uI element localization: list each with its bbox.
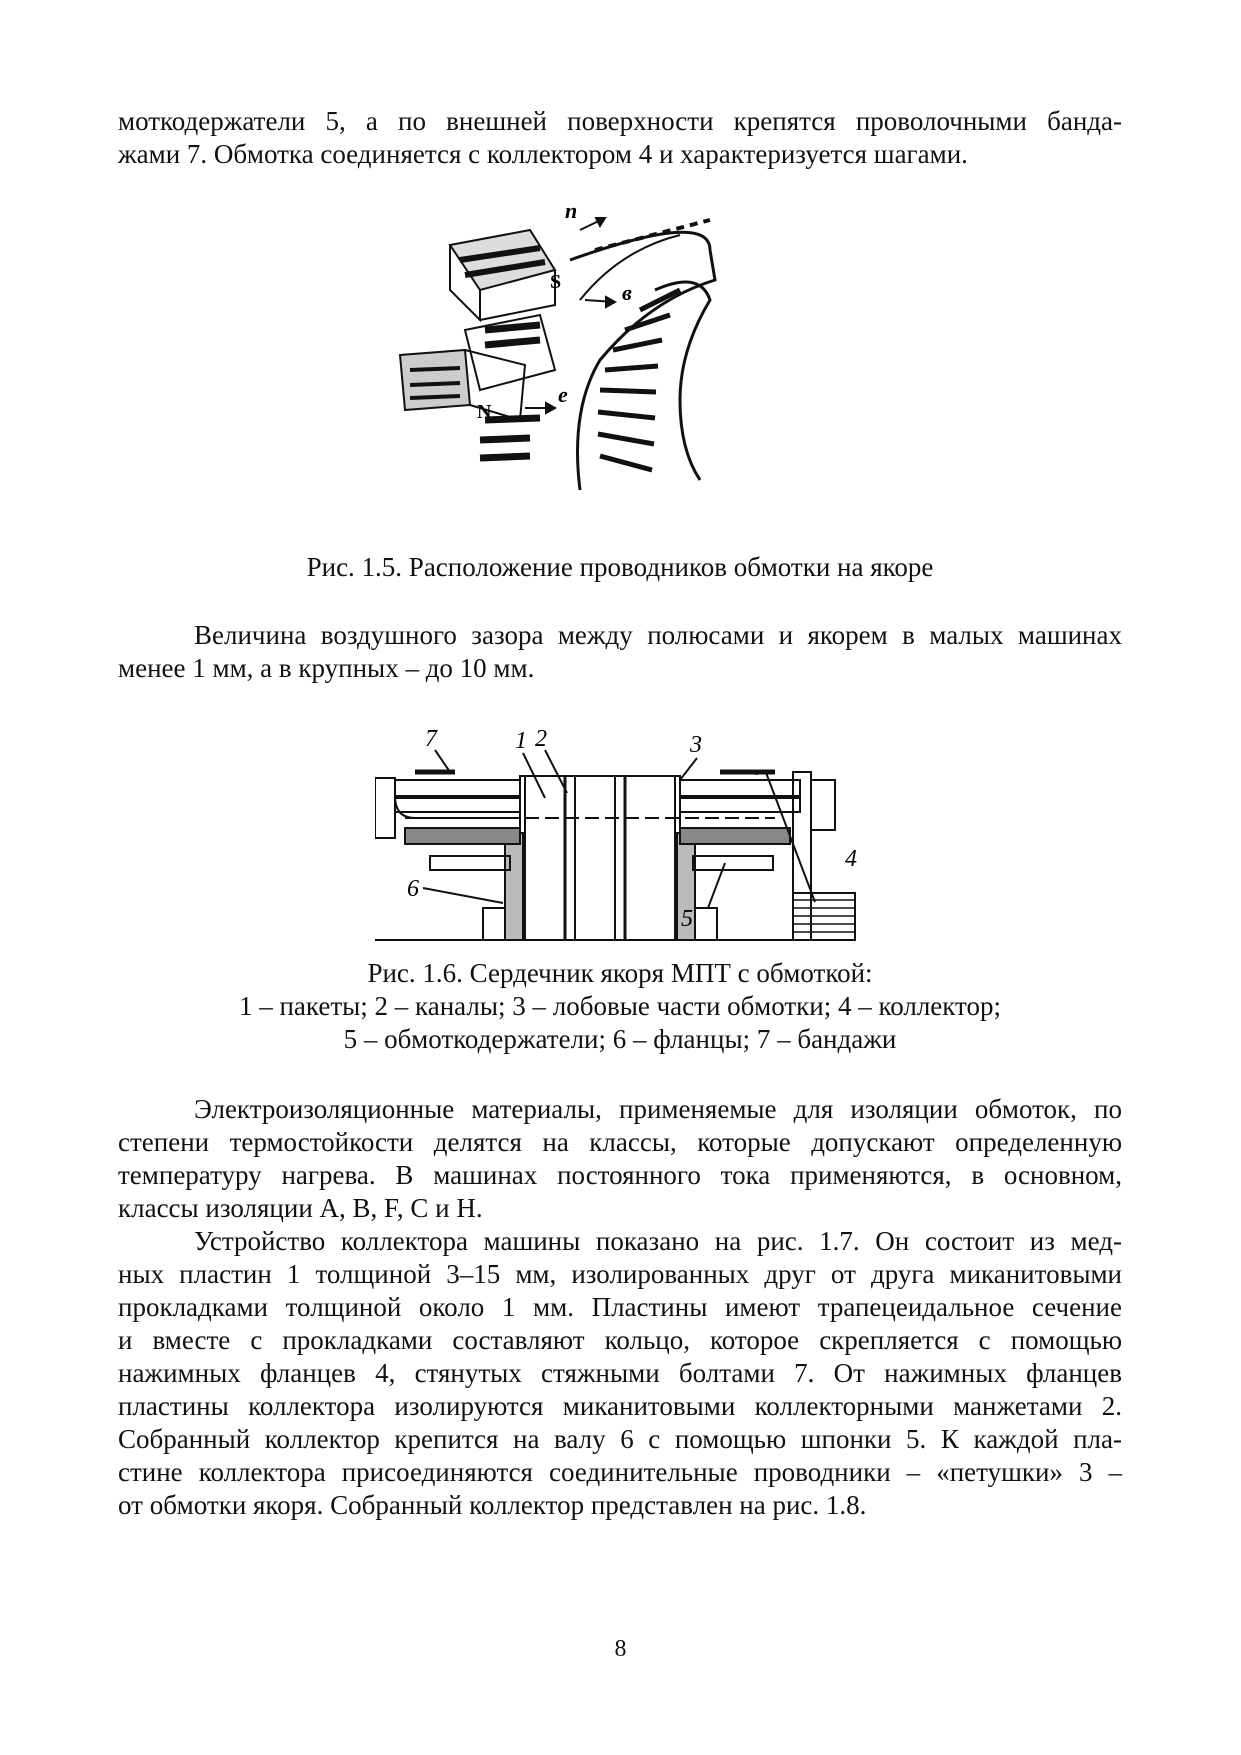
text-line: Величина воздушного зазора между полюсами и якорем в малых машинах [194,620,1122,650]
paragraph-1 [118,105,1122,171]
text-line: жами 7. Обмотка соединяется с коллектором 4 и характеризуется шагами. [118,139,968,169]
text-line: Устройство коллектора машины показано на рис. 1.7. Он состоит из мед- [194,1226,1122,1256]
callout-3: 3 [690,732,702,758]
text-line: степени термостойкости делятся на классы, которые допускают определенную [118,1127,1122,1157]
figure-1-5-armature-conductors [380,190,840,490]
text-line: температуру нагрева. В машинах постоянного тока применяются, в основном, [118,1160,1122,1190]
label-n: n [565,198,578,223]
label-b: в [622,280,632,305]
figure-1-6-caption [118,957,1122,1056]
callout-6: 6 [407,876,419,902]
text-line: менее 1 мм, а в крупных – до 10 мм. [118,653,535,683]
text-line: от обмотки якоря. Собранный коллектор представлен на рис. 1.8. [118,1490,867,1520]
text-line: ных пластин 1 толщиной 3–15 мм, изолированных друг от друга миканитовыми [118,1259,1122,1289]
figure-1-5-caption: Рис. 1.5. Расположение проводников обмотки на якоре [306,552,934,582]
label-N: N [477,401,492,423]
callout-2: 2 [535,726,547,752]
text-line: и вместе с прокладками составляют кольцо, которое скрепляется с помощью [118,1325,1122,1355]
page-number: 8 [614,1636,627,1662]
paragraph-4 [118,1225,1122,1522]
paragraph-2 [118,619,1122,685]
label-s: S [550,271,562,293]
text-line: нажимных фланцев 4, стянутых стяжными болтами 7. От нажимных фланцев [118,1358,1122,1388]
figure-1-6-armature-core [375,718,875,948]
text-line: пластины коллектора изолируются миканитовыми коллекторными манжетами 2. [118,1391,1122,1421]
text-line: Электроизоляционные материалы, применяемые для изоляции обмоток, по [194,1094,1122,1124]
label-e: е [558,382,568,407]
text-line: прокладками толщиной около 1 мм. Пластины имеют трапецеидальное сечение [118,1292,1122,1322]
text-line: стине коллектора присоединяются соединительные проводники – «петушки» 3 – [118,1457,1122,1487]
caption-line-3: 5 – обмоткодержатели; 6 – фланцы; 7 – бандажи [343,1024,897,1054]
text-line: классы изоляции A, B, F, C и H. [118,1193,483,1223]
text-line: моткодержатели 5, а по внешней поверхности крепятся проволочными банда- [118,106,1122,136]
paragraph-3 [118,1093,1122,1225]
callout-4: 4 [845,846,857,872]
callout-7: 7 [425,726,437,752]
text-line: Собранный коллектор крепится на валу 6 с помощью шпонки 5. К каждой пла- [118,1424,1122,1454]
caption-line-1: Рис. 1.6. Сердечник якоря МПТ с обмоткой: [367,958,873,988]
callout-5: 5 [681,906,693,932]
callout-1: 1 [515,728,527,754]
caption-line-2: 1 – пакеты; 2 – каналы; 3 – лобовые части обмотки; 4 – коллектор; [238,991,1001,1021]
